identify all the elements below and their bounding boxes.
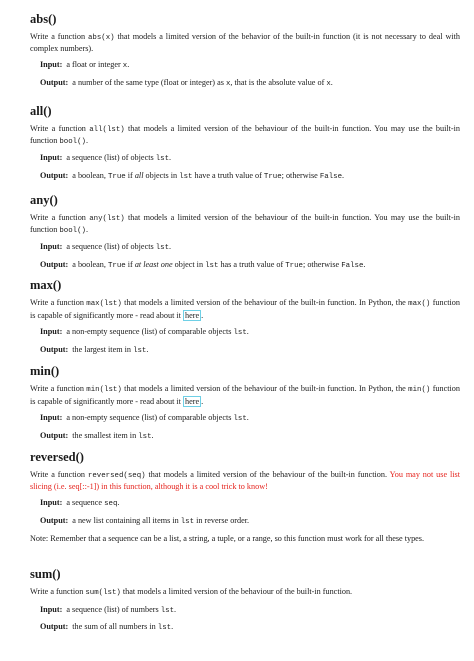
desc-text: that models a limited version of the behaviour of the built-in function. You may use the built-in function: [30, 213, 461, 234]
input-spec: [40, 60, 460, 72]
desc-text: that models a limited version of the behaviour of the built-in function. In Python, the: [121, 384, 409, 393]
section-all: [30, 104, 460, 182]
input-label: Input:: [40, 604, 63, 614]
output-text: the sum of all numbers in: [72, 622, 158, 632]
output-text: object in: [172, 259, 206, 269]
desc-text: Write a function: [30, 470, 88, 479]
function-signature: abs(x): [87, 34, 115, 42]
section-min: [30, 364, 460, 442]
docs-link[interactable]: here: [185, 310, 200, 320]
function-signature: min(lst): [86, 386, 122, 394]
slicing-warning: You may not use list slicing (i.e. seq[::-1]) in this function, although it is a cool trick to know!: [30, 470, 460, 491]
output-code: lst: [133, 346, 147, 355]
input-code: x: [122, 62, 128, 71]
output-code: True: [285, 261, 303, 270]
function-signature: any(lst): [89, 215, 125, 223]
output-text: .: [363, 259, 366, 269]
output-spec: [40, 622, 460, 634]
section-max: [30, 278, 460, 356]
output-code: x: [326, 79, 331, 88]
output-code: lst: [179, 172, 193, 181]
input-spec: [40, 605, 460, 617]
output-label: Output:: [40, 430, 69, 440]
input-text: a non-empty sequence (list) of comparable objects: [66, 327, 234, 337]
input-text: a sequence (list) of objects: [66, 153, 156, 163]
output-emphasis: all: [134, 170, 144, 180]
input-code: lst: [233, 329, 247, 338]
input-text: a sequence (list) of objects: [66, 242, 156, 252]
function-signature: max(lst): [86, 300, 122, 308]
desc-text: Write a function: [30, 587, 86, 596]
desc-text: function is capable of significantly more - read about it: [30, 298, 460, 320]
section-description: [30, 587, 460, 599]
section-any: [30, 193, 460, 271]
input-text: .: [174, 604, 177, 614]
output-code: x: [225, 79, 231, 88]
output-label: Output:: [40, 259, 69, 269]
section-reversed: [30, 450, 460, 545]
output-text: the smallest item in: [72, 430, 139, 440]
function-signature: sum(lst): [85, 589, 121, 597]
output-spec: [40, 431, 460, 443]
output-spec: [40, 78, 460, 90]
desc-text: Write a function: [30, 298, 87, 307]
output-label: Output:: [40, 622, 69, 632]
output-spec: [40, 516, 460, 528]
output-code: False: [319, 172, 343, 181]
input-code: lst: [155, 155, 170, 164]
input-label: Input:: [40, 413, 63, 423]
section-description: [30, 384, 460, 407]
input-spec: [40, 153, 460, 165]
output-code: lst: [138, 432, 152, 441]
input-code: lst: [160, 606, 175, 615]
input-text: a sequence (list) of numbers: [66, 604, 161, 614]
output-text: a number of the same type (float or integer) as: [72, 77, 226, 87]
output-text: a boolean,: [72, 259, 108, 269]
output-spec: [40, 260, 460, 272]
output-text: .: [171, 622, 174, 632]
output-label: Output:: [40, 515, 69, 525]
output-text: ; otherwise: [303, 259, 342, 269]
input-text: .: [117, 498, 120, 508]
input-spec: [40, 242, 460, 254]
input-text: .: [169, 153, 172, 163]
section-sum: [30, 567, 460, 634]
desc-text: that models a limited version of the behaviour of the built-in function.: [145, 470, 390, 479]
desc-text: Write a function: [30, 213, 90, 222]
section-title: max(): [30, 278, 62, 292]
input-text: .: [246, 327, 249, 337]
input-label: Input:: [40, 327, 63, 337]
section-title: sum(): [30, 567, 61, 581]
output-code: False: [341, 261, 364, 270]
input-label: Input:: [40, 498, 63, 508]
desc-text: .: [85, 224, 89, 234]
input-spec: [40, 413, 460, 425]
output-code: True: [107, 172, 126, 181]
section-description: [30, 298, 460, 321]
output-text: have a truth value of: [192, 170, 264, 180]
desc-text: that models a limited version of the behavior of the built-in function (it is not necessary to deal with complex numbers).: [30, 32, 461, 53]
input-spec: [40, 327, 460, 339]
output-spec: [40, 171, 460, 183]
output-label: Output:: [40, 170, 69, 180]
desc-text: Write a function: [30, 384, 87, 393]
section-title: all(): [30, 104, 52, 118]
output-text: objects in: [143, 170, 180, 180]
desc-text: that models a limited version of the behaviour of the built-in function. In Python, the: [121, 298, 409, 307]
output-text: .: [146, 344, 149, 354]
output-code: lst: [157, 624, 172, 633]
desc-code: min(): [408, 386, 431, 394]
output-text: ; otherwise: [281, 170, 320, 180]
desc-text: .: [201, 310, 204, 320]
input-text: a float or integer: [66, 60, 123, 70]
output-code: lst: [180, 517, 195, 526]
desc-text: Write a function: [30, 32, 88, 41]
output-text: .: [151, 430, 154, 440]
input-code: lst: [155, 244, 170, 253]
section-description: [30, 32, 460, 54]
input-label: Input:: [40, 153, 63, 163]
output-text: .: [330, 77, 333, 87]
output-spec: [40, 345, 460, 357]
input-text: .: [169, 242, 172, 252]
output-code: True: [263, 172, 282, 181]
section-title: abs(): [30, 12, 57, 26]
input-text: a non-empty sequence (list) of comparable objects: [66, 413, 234, 423]
input-code: seq: [104, 500, 118, 509]
output-text: has a truth value of: [218, 259, 286, 269]
output-emphasis: at least one: [134, 259, 173, 269]
desc-text: Write a function: [30, 124, 90, 133]
desc-text: that models a limited version of the behaviour of the built-in function. You may use the built-in function: [30, 124, 461, 145]
section-description: [30, 124, 460, 147]
input-code: lst: [233, 415, 247, 424]
section-title: any(): [30, 193, 58, 207]
output-label: Output:: [40, 344, 69, 354]
output-text: the largest item in: [72, 344, 134, 354]
desc-text: .: [201, 396, 204, 406]
output-code: lst: [205, 261, 219, 270]
desc-code: max(): [408, 300, 431, 308]
section-abs: [30, 12, 460, 89]
section-title: min(): [30, 364, 60, 378]
docs-link[interactable]: here: [185, 396, 200, 406]
function-signature: reversed(seq): [87, 472, 146, 480]
desc-code: bool(): [59, 226, 86, 235]
output-text: if: [125, 170, 135, 180]
output-text: a new list containing all items in: [72, 515, 181, 525]
output-code: True: [107, 261, 126, 270]
input-label: Input:: [40, 60, 63, 70]
desc-text: .: [85, 135, 89, 145]
input-text: a sequence: [66, 498, 105, 508]
function-signature: all(lst): [89, 126, 125, 134]
input-spec: [40, 498, 460, 510]
section-note: Note: Remember that a sequence can be a list, a string, a tuple, or a range, so this function must work for all these types.: [30, 534, 425, 544]
input-text: .: [127, 60, 130, 70]
input-text: .: [246, 413, 249, 423]
output-text: , that is the absolute value of: [230, 77, 327, 87]
output-text: a boolean,: [72, 170, 108, 180]
desc-text: that models a limited version of the behaviour of the built-in function.: [120, 587, 353, 596]
output-text: in reverse order.: [194, 515, 250, 525]
output-text: if: [125, 259, 135, 269]
section-description: [30, 470, 460, 492]
input-label: Input:: [40, 242, 63, 252]
desc-text: function is capable of significantly more - read about it: [30, 384, 460, 406]
output-label: Output:: [40, 77, 69, 87]
output-text: .: [342, 170, 345, 180]
section-title: reversed(): [30, 450, 84, 464]
section-description: [30, 213, 460, 236]
desc-code: bool(): [59, 137, 86, 146]
